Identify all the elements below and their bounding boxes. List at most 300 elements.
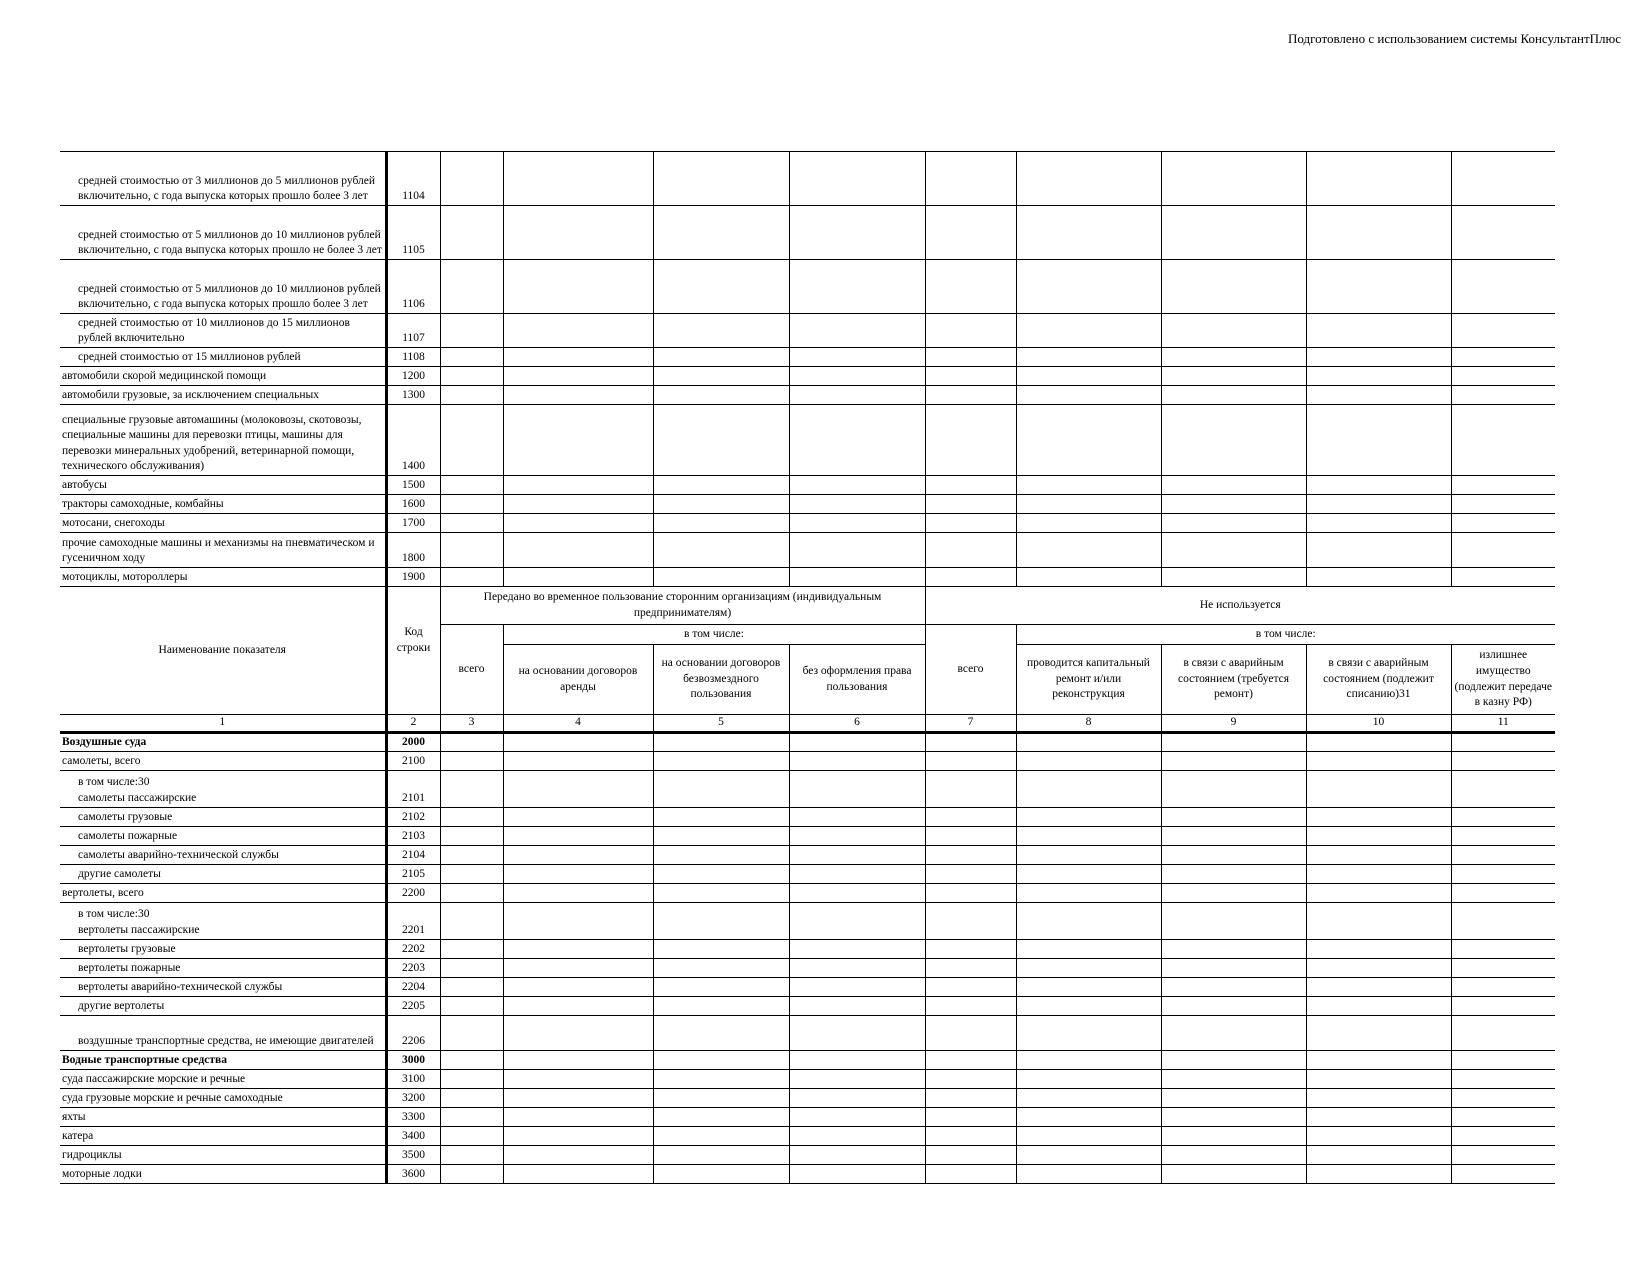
value-cell-col-3[interactable] <box>440 826 503 845</box>
value-cell-col-9[interactable] <box>1161 260 1306 314</box>
value-cell-col-5[interactable] <box>653 1069 789 1088</box>
value-cell-col-6[interactable] <box>789 314 925 348</box>
value-cell-col-7[interactable] <box>925 405 1016 476</box>
value-cell-col-3[interactable] <box>440 152 503 206</box>
value-cell-col-9[interactable] <box>1161 939 1306 958</box>
value-cell-col-6[interactable] <box>789 939 925 958</box>
value-cell-col-8[interactable] <box>1016 476 1161 495</box>
value-cell-col-3[interactable] <box>440 807 503 826</box>
value-cell-col-6[interactable] <box>789 152 925 206</box>
value-cell-col-4[interactable] <box>503 864 653 883</box>
value-cell-col-8[interactable] <box>1016 826 1161 845</box>
value-cell-col-11[interactable] <box>1451 533 1555 568</box>
value-cell-col-3[interactable] <box>440 902 503 939</box>
value-cell-col-6[interactable] <box>789 1164 925 1183</box>
value-cell-col-10[interactable] <box>1306 958 1451 977</box>
value-cell-col-3[interactable] <box>440 476 503 495</box>
value-cell-col-7[interactable] <box>925 495 1016 514</box>
value-cell-col-7[interactable] <box>925 996 1016 1015</box>
value-cell-col-5[interactable] <box>653 883 789 902</box>
value-cell-col-9[interactable] <box>1161 902 1306 939</box>
value-cell-col-11[interactable] <box>1451 1088 1555 1107</box>
value-cell-col-9[interactable] <box>1161 1015 1306 1050</box>
value-cell-col-5[interactable] <box>653 939 789 958</box>
value-cell-col-11[interactable] <box>1451 883 1555 902</box>
value-cell-col-5[interactable] <box>653 996 789 1015</box>
value-cell-col-6[interactable] <box>789 533 925 568</box>
value-cell-col-11[interactable] <box>1451 977 1555 996</box>
value-cell-col-8[interactable] <box>1016 864 1161 883</box>
value-cell-col-7[interactable] <box>925 260 1016 314</box>
value-cell-col-9[interactable] <box>1161 1126 1306 1145</box>
value-cell-col-11[interactable] <box>1451 864 1555 883</box>
value-cell-col-11[interactable] <box>1451 476 1555 495</box>
value-cell-col-7[interactable] <box>925 476 1016 495</box>
value-cell-col-7[interactable] <box>925 770 1016 807</box>
value-cell-col-7[interactable] <box>925 751 1016 770</box>
value-cell-col-7[interactable] <box>925 902 1016 939</box>
value-cell-col-5[interactable] <box>653 514 789 533</box>
value-cell-col-3[interactable] <box>440 314 503 348</box>
value-cell-col-10[interactable] <box>1306 314 1451 348</box>
value-cell-col-3[interactable] <box>440 939 503 958</box>
value-cell-col-5[interactable] <box>653 495 789 514</box>
value-cell-col-5[interactable] <box>653 367 789 386</box>
value-cell-col-10[interactable] <box>1306 883 1451 902</box>
value-cell-col-4[interactable] <box>503 845 653 864</box>
value-cell-col-8[interactable] <box>1016 260 1161 314</box>
value-cell-col-7[interactable] <box>925 826 1016 845</box>
value-cell-col-8[interactable] <box>1016 1015 1161 1050</box>
value-cell-col-4[interactable] <box>503 939 653 958</box>
value-cell-col-7[interactable] <box>925 206 1016 260</box>
value-cell-col-10[interactable] <box>1306 939 1451 958</box>
value-cell-col-8[interactable] <box>1016 568 1161 587</box>
value-cell-col-10[interactable] <box>1306 405 1451 476</box>
value-cell-col-3[interactable] <box>440 958 503 977</box>
value-cell-col-6[interactable] <box>789 826 925 845</box>
value-cell-col-3[interactable] <box>440 1069 503 1088</box>
value-cell-col-4[interactable] <box>503 826 653 845</box>
value-cell-col-3[interactable] <box>440 1015 503 1050</box>
value-cell-col-11[interactable] <box>1451 958 1555 977</box>
value-cell-col-6[interactable] <box>789 807 925 826</box>
value-cell-col-10[interactable] <box>1306 770 1451 807</box>
value-cell-col-11[interactable] <box>1451 314 1555 348</box>
value-cell-col-10[interactable] <box>1306 845 1451 864</box>
value-cell-col-4[interactable] <box>503 770 653 807</box>
value-cell-col-4[interactable] <box>503 348 653 367</box>
value-cell-col-4[interactable] <box>503 1145 653 1164</box>
value-cell-col-9[interactable] <box>1161 386 1306 405</box>
value-cell-col-6[interactable] <box>789 495 925 514</box>
value-cell-col-8[interactable] <box>1016 1164 1161 1183</box>
value-cell-col-3[interactable] <box>440 1050 503 1069</box>
value-cell-col-9[interactable] <box>1161 495 1306 514</box>
value-cell-col-11[interactable] <box>1451 807 1555 826</box>
value-cell-col-10[interactable] <box>1306 1050 1451 1069</box>
value-cell-col-4[interactable] <box>503 405 653 476</box>
value-cell-col-8[interactable] <box>1016 902 1161 939</box>
value-cell-col-6[interactable] <box>789 958 925 977</box>
value-cell-col-4[interactable] <box>503 495 653 514</box>
value-cell-col-3[interactable] <box>440 1107 503 1126</box>
value-cell-col-10[interactable] <box>1306 206 1451 260</box>
value-cell-col-11[interactable] <box>1451 996 1555 1015</box>
value-cell-col-4[interactable] <box>503 807 653 826</box>
value-cell-col-5[interactable] <box>653 405 789 476</box>
value-cell-col-9[interactable] <box>1161 826 1306 845</box>
value-cell-col-4[interactable] <box>503 386 653 405</box>
value-cell-col-5[interactable] <box>653 152 789 206</box>
value-cell-col-10[interactable] <box>1306 1015 1451 1050</box>
value-cell-col-6[interactable] <box>789 1107 925 1126</box>
value-cell-col-9[interactable] <box>1161 751 1306 770</box>
value-cell-col-9[interactable] <box>1161 568 1306 587</box>
value-cell-col-9[interactable] <box>1161 348 1306 367</box>
value-cell-col-6[interactable] <box>789 1126 925 1145</box>
value-cell-col-8[interactable] <box>1016 533 1161 568</box>
value-cell-col-7[interactable] <box>925 568 1016 587</box>
value-cell-col-3[interactable] <box>440 533 503 568</box>
value-cell-col-8[interactable] <box>1016 152 1161 206</box>
value-cell-col-8[interactable] <box>1016 367 1161 386</box>
value-cell-col-3[interactable] <box>440 1164 503 1183</box>
value-cell-col-10[interactable] <box>1306 568 1451 587</box>
value-cell-col-10[interactable] <box>1306 1126 1451 1145</box>
value-cell-col-11[interactable] <box>1451 845 1555 864</box>
value-cell-col-7[interactable] <box>925 807 1016 826</box>
value-cell-col-4[interactable] <box>503 1069 653 1088</box>
value-cell-col-6[interactable] <box>789 1088 925 1107</box>
value-cell-col-5[interactable] <box>653 1126 789 1145</box>
value-cell-col-7[interactable] <box>925 514 1016 533</box>
value-cell-col-6[interactable] <box>789 864 925 883</box>
value-cell-col-7[interactable] <box>925 732 1016 751</box>
value-cell-col-6[interactable] <box>789 1069 925 1088</box>
value-cell-col-6[interactable] <box>789 405 925 476</box>
value-cell-col-8[interactable] <box>1016 977 1161 996</box>
value-cell-col-10[interactable] <box>1306 495 1451 514</box>
value-cell-col-8[interactable] <box>1016 348 1161 367</box>
value-cell-col-8[interactable] <box>1016 206 1161 260</box>
value-cell-col-3[interactable] <box>440 845 503 864</box>
value-cell-col-3[interactable] <box>440 770 503 807</box>
value-cell-col-5[interactable] <box>653 533 789 568</box>
value-cell-col-6[interactable] <box>789 732 925 751</box>
value-cell-col-10[interactable] <box>1306 751 1451 770</box>
value-cell-col-11[interactable] <box>1451 1069 1555 1088</box>
value-cell-col-9[interactable] <box>1161 476 1306 495</box>
value-cell-col-3[interactable] <box>440 1126 503 1145</box>
value-cell-col-11[interactable] <box>1451 386 1555 405</box>
value-cell-col-7[interactable] <box>925 386 1016 405</box>
value-cell-col-10[interactable] <box>1306 1069 1451 1088</box>
value-cell-col-3[interactable] <box>440 977 503 996</box>
value-cell-col-4[interactable] <box>503 533 653 568</box>
value-cell-col-9[interactable] <box>1161 1145 1306 1164</box>
value-cell-col-6[interactable] <box>789 845 925 864</box>
value-cell-col-10[interactable] <box>1306 533 1451 568</box>
value-cell-col-9[interactable] <box>1161 314 1306 348</box>
value-cell-col-11[interactable] <box>1451 770 1555 807</box>
value-cell-col-6[interactable] <box>789 902 925 939</box>
value-cell-col-3[interactable] <box>440 1088 503 1107</box>
value-cell-col-7[interactable] <box>925 367 1016 386</box>
value-cell-col-8[interactable] <box>1016 1145 1161 1164</box>
value-cell-col-7[interactable] <box>925 1164 1016 1183</box>
value-cell-col-5[interactable] <box>653 770 789 807</box>
value-cell-col-10[interactable] <box>1306 1145 1451 1164</box>
value-cell-col-8[interactable] <box>1016 939 1161 958</box>
value-cell-col-5[interactable] <box>653 568 789 587</box>
value-cell-col-11[interactable] <box>1451 405 1555 476</box>
value-cell-col-4[interactable] <box>503 1015 653 1050</box>
value-cell-col-6[interactable] <box>789 977 925 996</box>
value-cell-col-6[interactable] <box>789 1050 925 1069</box>
value-cell-col-11[interactable] <box>1451 367 1555 386</box>
value-cell-col-5[interactable] <box>653 826 789 845</box>
value-cell-col-5[interactable] <box>653 386 789 405</box>
value-cell-col-9[interactable] <box>1161 845 1306 864</box>
value-cell-col-4[interactable] <box>503 996 653 1015</box>
value-cell-col-10[interactable] <box>1306 902 1451 939</box>
value-cell-col-11[interactable] <box>1451 1050 1555 1069</box>
value-cell-col-5[interactable] <box>653 751 789 770</box>
value-cell-col-5[interactable] <box>653 260 789 314</box>
value-cell-col-10[interactable] <box>1306 348 1451 367</box>
value-cell-col-8[interactable] <box>1016 1126 1161 1145</box>
value-cell-col-8[interactable] <box>1016 807 1161 826</box>
value-cell-col-9[interactable] <box>1161 958 1306 977</box>
value-cell-col-5[interactable] <box>653 348 789 367</box>
value-cell-col-11[interactable] <box>1451 939 1555 958</box>
value-cell-col-7[interactable] <box>925 1126 1016 1145</box>
value-cell-col-5[interactable] <box>653 732 789 751</box>
value-cell-col-4[interactable] <box>503 1164 653 1183</box>
value-cell-col-5[interactable] <box>653 864 789 883</box>
value-cell-col-8[interactable] <box>1016 1050 1161 1069</box>
value-cell-col-6[interactable] <box>789 348 925 367</box>
value-cell-col-8[interactable] <box>1016 845 1161 864</box>
value-cell-col-10[interactable] <box>1306 514 1451 533</box>
value-cell-col-11[interactable] <box>1451 732 1555 751</box>
value-cell-col-6[interactable] <box>789 260 925 314</box>
value-cell-col-3[interactable] <box>440 260 503 314</box>
value-cell-col-10[interactable] <box>1306 1164 1451 1183</box>
value-cell-col-3[interactable] <box>440 568 503 587</box>
value-cell-col-5[interactable] <box>653 314 789 348</box>
value-cell-col-10[interactable] <box>1306 260 1451 314</box>
value-cell-col-4[interactable] <box>503 1088 653 1107</box>
value-cell-col-11[interactable] <box>1451 1015 1555 1050</box>
value-cell-col-7[interactable] <box>925 314 1016 348</box>
value-cell-col-11[interactable] <box>1451 1164 1555 1183</box>
value-cell-col-4[interactable] <box>503 314 653 348</box>
value-cell-col-3[interactable] <box>440 996 503 1015</box>
value-cell-col-10[interactable] <box>1306 732 1451 751</box>
value-cell-col-8[interactable] <box>1016 386 1161 405</box>
value-cell-col-11[interactable] <box>1451 902 1555 939</box>
value-cell-col-9[interactable] <box>1161 977 1306 996</box>
value-cell-col-8[interactable] <box>1016 1069 1161 1088</box>
value-cell-col-5[interactable] <box>653 1107 789 1126</box>
value-cell-col-7[interactable] <box>925 1069 1016 1088</box>
value-cell-col-3[interactable] <box>440 348 503 367</box>
value-cell-col-9[interactable] <box>1161 367 1306 386</box>
value-cell-col-6[interactable] <box>789 206 925 260</box>
value-cell-col-6[interactable] <box>789 476 925 495</box>
value-cell-col-7[interactable] <box>925 1107 1016 1126</box>
value-cell-col-8[interactable] <box>1016 314 1161 348</box>
value-cell-col-8[interactable] <box>1016 495 1161 514</box>
value-cell-col-3[interactable] <box>440 1145 503 1164</box>
value-cell-col-4[interactable] <box>503 568 653 587</box>
value-cell-col-10[interactable] <box>1306 152 1451 206</box>
value-cell-col-11[interactable] <box>1451 568 1555 587</box>
value-cell-col-10[interactable] <box>1306 1088 1451 1107</box>
value-cell-col-6[interactable] <box>789 514 925 533</box>
value-cell-col-11[interactable] <box>1451 260 1555 314</box>
value-cell-col-11[interactable] <box>1451 348 1555 367</box>
value-cell-col-5[interactable] <box>653 1050 789 1069</box>
value-cell-col-9[interactable] <box>1161 405 1306 476</box>
value-cell-col-11[interactable] <box>1451 495 1555 514</box>
value-cell-col-4[interactable] <box>503 883 653 902</box>
value-cell-col-11[interactable] <box>1451 514 1555 533</box>
value-cell-col-10[interactable] <box>1306 807 1451 826</box>
value-cell-col-11[interactable] <box>1451 1107 1555 1126</box>
value-cell-col-5[interactable] <box>653 902 789 939</box>
value-cell-col-3[interactable] <box>440 732 503 751</box>
value-cell-col-10[interactable] <box>1306 476 1451 495</box>
value-cell-col-4[interactable] <box>503 367 653 386</box>
value-cell-col-9[interactable] <box>1161 206 1306 260</box>
value-cell-col-5[interactable] <box>653 807 789 826</box>
value-cell-col-4[interactable] <box>503 1050 653 1069</box>
value-cell-col-4[interactable] <box>503 977 653 996</box>
value-cell-col-3[interactable] <box>440 405 503 476</box>
value-cell-col-9[interactable] <box>1161 1107 1306 1126</box>
value-cell-col-10[interactable] <box>1306 386 1451 405</box>
value-cell-col-9[interactable] <box>1161 533 1306 568</box>
value-cell-col-6[interactable] <box>789 883 925 902</box>
value-cell-col-8[interactable] <box>1016 1107 1161 1126</box>
value-cell-col-7[interactable] <box>925 533 1016 568</box>
value-cell-col-6[interactable] <box>789 996 925 1015</box>
value-cell-col-8[interactable] <box>1016 958 1161 977</box>
value-cell-col-5[interactable] <box>653 476 789 495</box>
value-cell-col-3[interactable] <box>440 367 503 386</box>
value-cell-col-7[interactable] <box>925 864 1016 883</box>
value-cell-col-9[interactable] <box>1161 1164 1306 1183</box>
value-cell-col-11[interactable] <box>1451 206 1555 260</box>
value-cell-col-4[interactable] <box>503 902 653 939</box>
value-cell-col-4[interactable] <box>503 1126 653 1145</box>
value-cell-col-5[interactable] <box>653 1015 789 1050</box>
value-cell-col-6[interactable] <box>789 1145 925 1164</box>
value-cell-col-6[interactable] <box>789 568 925 587</box>
value-cell-col-8[interactable] <box>1016 751 1161 770</box>
value-cell-col-9[interactable] <box>1161 152 1306 206</box>
value-cell-col-10[interactable] <box>1306 1107 1451 1126</box>
value-cell-col-6[interactable] <box>789 367 925 386</box>
value-cell-col-11[interactable] <box>1451 1126 1555 1145</box>
value-cell-col-6[interactable] <box>789 770 925 807</box>
value-cell-col-6[interactable] <box>789 751 925 770</box>
value-cell-col-9[interactable] <box>1161 732 1306 751</box>
value-cell-col-5[interactable] <box>653 206 789 260</box>
value-cell-col-4[interactable] <box>503 958 653 977</box>
value-cell-col-10[interactable] <box>1306 977 1451 996</box>
value-cell-col-8[interactable] <box>1016 883 1161 902</box>
value-cell-col-3[interactable] <box>440 883 503 902</box>
value-cell-col-4[interactable] <box>503 206 653 260</box>
value-cell-col-10[interactable] <box>1306 996 1451 1015</box>
value-cell-col-7[interactable] <box>925 1050 1016 1069</box>
value-cell-col-8[interactable] <box>1016 1088 1161 1107</box>
value-cell-col-10[interactable] <box>1306 367 1451 386</box>
value-cell-col-3[interactable] <box>440 206 503 260</box>
value-cell-col-8[interactable] <box>1016 732 1161 751</box>
value-cell-col-9[interactable] <box>1161 1069 1306 1088</box>
value-cell-col-3[interactable] <box>440 751 503 770</box>
value-cell-col-7[interactable] <box>925 1145 1016 1164</box>
value-cell-col-8[interactable] <box>1016 996 1161 1015</box>
value-cell-col-4[interactable] <box>503 476 653 495</box>
value-cell-col-5[interactable] <box>653 1164 789 1183</box>
value-cell-col-7[interactable] <box>925 152 1016 206</box>
value-cell-col-10[interactable] <box>1306 864 1451 883</box>
value-cell-col-5[interactable] <box>653 845 789 864</box>
value-cell-col-8[interactable] <box>1016 514 1161 533</box>
value-cell-col-9[interactable] <box>1161 864 1306 883</box>
value-cell-col-11[interactable] <box>1451 826 1555 845</box>
value-cell-col-6[interactable] <box>789 386 925 405</box>
value-cell-col-9[interactable] <box>1161 1088 1306 1107</box>
value-cell-col-3[interactable] <box>440 864 503 883</box>
value-cell-col-9[interactable] <box>1161 807 1306 826</box>
value-cell-col-5[interactable] <box>653 1088 789 1107</box>
value-cell-col-4[interactable] <box>503 732 653 751</box>
value-cell-col-7[interactable] <box>925 348 1016 367</box>
value-cell-col-4[interactable] <box>503 1107 653 1126</box>
value-cell-col-11[interactable] <box>1451 152 1555 206</box>
value-cell-col-8[interactable] <box>1016 770 1161 807</box>
value-cell-col-11[interactable] <box>1451 751 1555 770</box>
value-cell-col-7[interactable] <box>925 845 1016 864</box>
value-cell-col-10[interactable] <box>1306 826 1451 845</box>
value-cell-col-7[interactable] <box>925 883 1016 902</box>
value-cell-col-3[interactable] <box>440 495 503 514</box>
value-cell-col-3[interactable] <box>440 386 503 405</box>
value-cell-col-9[interactable] <box>1161 883 1306 902</box>
value-cell-col-8[interactable] <box>1016 405 1161 476</box>
value-cell-col-3[interactable] <box>440 514 503 533</box>
value-cell-col-7[interactable] <box>925 1088 1016 1107</box>
value-cell-col-9[interactable] <box>1161 514 1306 533</box>
value-cell-col-5[interactable] <box>653 977 789 996</box>
value-cell-col-7[interactable] <box>925 939 1016 958</box>
value-cell-col-4[interactable] <box>503 514 653 533</box>
value-cell-col-9[interactable] <box>1161 770 1306 807</box>
value-cell-col-4[interactable] <box>503 260 653 314</box>
value-cell-col-4[interactable] <box>503 152 653 206</box>
value-cell-col-7[interactable] <box>925 958 1016 977</box>
value-cell-col-5[interactable] <box>653 958 789 977</box>
value-cell-col-9[interactable] <box>1161 996 1306 1015</box>
value-cell-col-6[interactable] <box>789 1015 925 1050</box>
